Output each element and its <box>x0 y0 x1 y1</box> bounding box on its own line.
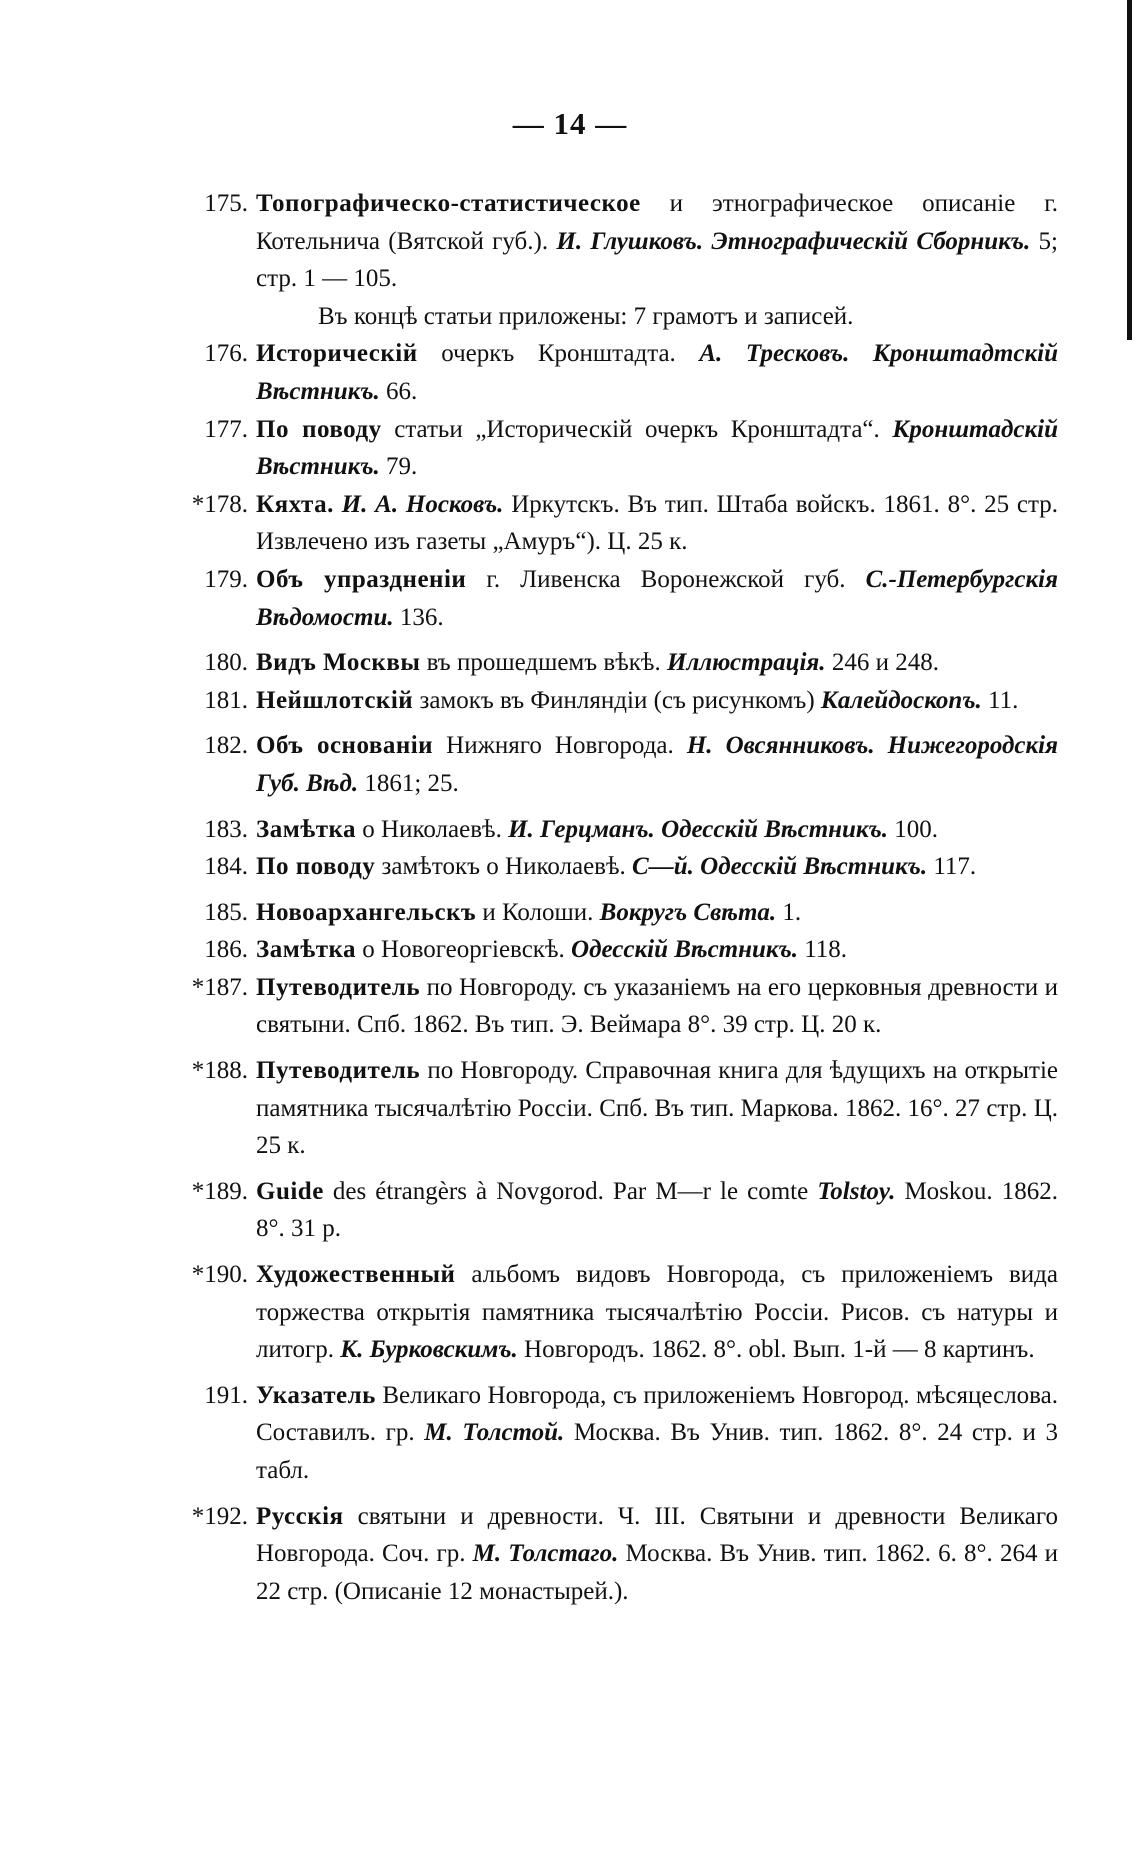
entry-title: Видъ Москвы <box>256 649 421 677</box>
entry-text: 66. <box>379 377 418 405</box>
entry-source: С.-Петербургскія Вѣдомости. <box>256 565 1059 631</box>
entry-185 <box>168 894 1058 932</box>
entry-text: 1. <box>776 898 802 926</box>
entry-175 <box>168 185 1058 298</box>
entry-number: 185. <box>204 898 248 926</box>
entry-191 <box>168 1377 1058 1490</box>
entry-title: Замѣтка <box>256 815 357 843</box>
entry-181 <box>168 682 1058 720</box>
entry-number: 177. <box>204 415 248 443</box>
entry-text: святыни и древности. Ч. III. Святыни и древности Великаго Новгорода. Соч. гр. <box>256 1502 1058 1568</box>
entry-source: Этнографическій Сборникъ. <box>711 227 1031 255</box>
entry-number: 186. <box>204 936 248 964</box>
entry-number: *187. <box>191 973 248 1001</box>
entry-number: *189. <box>191 1177 248 1205</box>
entry-text: по Новгороду. съ указаніемъ на его церковныя древности и святыни. Спб. 1862. Въ тип. Э. Веймара 8°. 39 стр. Ц. 20 к. <box>256 973 1058 1039</box>
entry-author: И. Герцманъ. <box>508 815 655 843</box>
entry-text: Новгородъ. 1862. 8°. obl. Вып. 1-й — 8 картинъ. <box>517 1336 1035 1364</box>
entry-title: Guide <box>256 1177 324 1205</box>
entry-text: г. Ливенска Воронежской губ. <box>466 565 866 593</box>
entry-number: *188. <box>191 1057 248 1085</box>
entry-175-note: Въ концѣ статьи приложены: 7 грамотъ и записей. <box>318 302 854 330</box>
entry-title: Художественный <box>256 1261 456 1289</box>
entry-author: М. Толстаго. <box>472 1540 619 1568</box>
entry-text: Нижняго Новгорода. <box>433 732 687 760</box>
entry-text: 1861; 25. <box>358 769 459 797</box>
entry-187 <box>168 969 1058 1044</box>
entry-number: 175. <box>204 190 248 217</box>
entry-title: Топографическо-статистическое <box>256 190 641 217</box>
entry-title: Указатель <box>256 1381 376 1409</box>
entry-text: 118. <box>797 936 848 964</box>
entry-number: *178. <box>191 490 248 518</box>
entry-title: Нейшлотскій <box>256 686 414 714</box>
entry-text: Великаго Новгорода, съ приложеніемъ Новгород. мѣсяцеслова. Составилъ. гр. <box>256 1381 1058 1447</box>
entry-title: Путеводитель <box>256 1057 421 1085</box>
entry-source: Кронштадтскій Вѣстникъ. <box>256 340 1058 405</box>
entry-text <box>334 491 342 518</box>
entry-title: Новоархангельскъ <box>256 898 477 926</box>
entry-text: 117. <box>927 853 977 881</box>
entry-text: и Колоши. <box>476 898 600 926</box>
entry-source: Иллюстрація. <box>667 649 826 677</box>
entry-190 <box>168 1256 1058 1369</box>
entry-number: 183. <box>204 815 248 843</box>
entry-183 <box>168 811 1058 849</box>
entry-number: *192. <box>191 1502 248 1530</box>
entry-title: Русскія <box>256 1502 344 1530</box>
bibliography-list <box>168 185 1058 1610</box>
entry-text: Москва. Въ Унив. тип. 1862. 8°. 24 стр. и 3 табл. <box>256 1419 1058 1484</box>
entry-text: по Новгороду. Справочная книга для ѣдущихъ на открытіе памятника тысячалѣтію Россіи. Спб. Въ тип. Маркова. 1862. 16°. 27 стр. Ц. 25 к. <box>256 1057 1058 1160</box>
entry-text: 136. <box>393 603 444 631</box>
entry-number: 181. <box>204 686 248 714</box>
entry-number: 191. <box>204 1381 248 1409</box>
entry-text: 11. <box>981 686 1019 714</box>
entry-title: Объ основаніи <box>256 732 434 760</box>
entry-title: Объ упраздненіи <box>256 565 467 593</box>
entry-source: Одесскій Вѣстникъ. <box>700 853 928 881</box>
entry-author: К. Бурковскимъ. <box>340 1336 518 1364</box>
entry-text: въ прошедшемъ вѣкѣ. <box>420 649 668 677</box>
entry-184 <box>168 848 1058 886</box>
entry-176 <box>168 335 1058 410</box>
entry-text: альбомъ видовъ Новгорода, съ приложеніемъ вида торжества открытія памятника тысячалѣтію Россіи. Рисов. съ натуры и литогр. <box>256 1261 1058 1364</box>
entry-text: о Новогеоргіевскѣ. <box>356 936 572 964</box>
entry-189 <box>168 1173 1058 1248</box>
entry-179 <box>168 561 1058 636</box>
entry-text: Москва. Въ Унив. тип. 1862. 6. 8°. 264 и 22 стр. (Описаніе 12 монастырей.). <box>256 1540 1058 1605</box>
entry-text: статьи „Историческій очеркъ Кронштадта“. <box>381 415 893 443</box>
entry-author: Tolstoy. <box>817 1177 896 1205</box>
entry-text: 5; стр. 1 — 105. <box>256 227 1058 293</box>
entry-180 <box>168 644 1058 682</box>
entry-text: и этнографическое описаніе г. Котельнича (Вятской губ.). <box>256 190 1058 255</box>
entry-text <box>875 732 888 759</box>
entry-text <box>849 340 873 367</box>
page-number: — 14 — <box>512 106 628 141</box>
entry-title: По поводу <box>256 415 382 443</box>
entry-number: *190. <box>191 1261 248 1289</box>
page-edge-rule <box>1127 0 1132 340</box>
entry-title: Историческій <box>256 340 418 368</box>
entry-text: замѣтокъ о Николаевѣ. <box>375 853 633 881</box>
entry-author: И. Глушковъ. <box>556 227 704 255</box>
entry-188 <box>168 1052 1058 1165</box>
entry-title: По поводу <box>256 853 376 881</box>
entry-author: А. Тресковъ. <box>699 340 850 368</box>
entry-number: 184. <box>204 853 248 881</box>
entry-source: Калейдоскопъ. <box>820 686 982 714</box>
entry-number: 182. <box>204 732 248 760</box>
entry-source: Кронштадскій Вѣстникъ. <box>256 415 1059 481</box>
entry-text: о Николаевѣ. <box>356 815 509 843</box>
entry-source: Одесскій Вѣстникъ. <box>571 936 798 964</box>
entry-title: Замѣтка <box>256 936 357 964</box>
entry-author: С—й. <box>632 853 694 881</box>
entry-186 <box>168 931 1058 969</box>
entry-text: 100. <box>888 815 939 843</box>
entry-text: очеркъ Кронштадта. <box>417 340 700 368</box>
entry-title: Путеводитель <box>256 973 421 1001</box>
entry-number: 179. <box>204 565 248 593</box>
entry-text: замокъ въ Финляндіи (съ рисункомъ) <box>413 686 821 714</box>
entry-192 <box>168 1498 1058 1611</box>
entry-source: Одесскій Вѣстникъ. <box>661 815 889 843</box>
entry-number: 180. <box>204 649 248 677</box>
entry-source: Вокругъ Свѣта. <box>599 898 777 926</box>
entry-text: 79. <box>379 453 418 481</box>
entry-number: 176. <box>204 340 248 368</box>
entry-text: Moskou. 1862. 8°. 31 p. <box>256 1177 1058 1243</box>
entry-author: М. Толстой. <box>424 1419 565 1447</box>
entry-author: И. А. Носковъ. <box>341 490 504 518</box>
entry-title: Кяхта. <box>256 490 334 518</box>
entry-178 <box>168 486 1058 561</box>
entry-source: Нижегородскія Губ. Вѣд. <box>256 732 1058 797</box>
entry-182 <box>168 727 1058 802</box>
entry-text: des étrangèrs à Novgorod. Par M—r le comte <box>323 1177 818 1205</box>
entry-text: 246 и 248. <box>825 649 939 677</box>
entry-177 <box>168 411 1058 486</box>
entry-text: Иркутскъ. Въ тип. Штаба войскъ. 1861. 8°. 25 стр. Извлечено изъ газеты „Амуръ“). Ц. 25 к. <box>256 490 1058 556</box>
entry-author: Н. Овсянниковъ. <box>686 732 875 760</box>
